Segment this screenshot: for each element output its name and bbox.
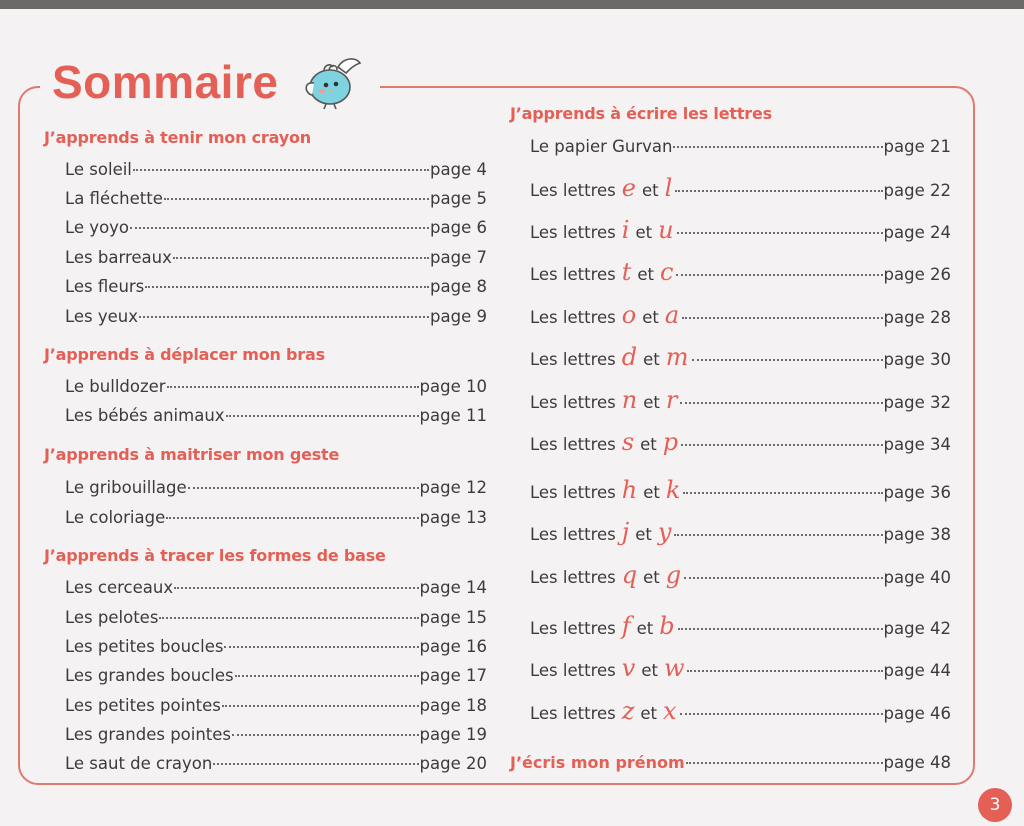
toc-entry-final[interactable] xyxy=(510,750,951,772)
entry-page: page 12 xyxy=(419,477,487,497)
section-heading: J’apprends à maitriser mon geste xyxy=(44,445,340,464)
page-number-badge: 3 xyxy=(978,788,1012,822)
entry-page: page 26 xyxy=(883,265,951,284)
entry-page: page 28 xyxy=(883,308,951,327)
entry-label xyxy=(530,303,681,327)
cursive-letter: c xyxy=(660,258,674,286)
toc-entry[interactable] xyxy=(65,574,487,597)
dot-leader xyxy=(684,561,882,580)
dot-leader xyxy=(173,240,429,259)
cursive-letter: g xyxy=(665,561,682,589)
toc-entry[interactable] xyxy=(65,474,487,497)
entry-page: page 40 xyxy=(883,568,951,587)
entry-label xyxy=(530,176,674,200)
entry-label: Les pelotes xyxy=(65,607,159,627)
entry-label: Les petites boucles xyxy=(65,636,224,656)
toc-entry[interactable] xyxy=(65,156,487,179)
dot-leader xyxy=(232,717,419,736)
section-heading: J’apprends à écrire les lettres xyxy=(510,104,772,123)
dot-leader xyxy=(159,600,418,619)
top-edge xyxy=(0,0,1024,9)
toc-entry-letters[interactable] xyxy=(530,176,951,200)
cursive-letter: n xyxy=(621,386,638,414)
dot-leader xyxy=(130,210,429,229)
toc-entry[interactable] xyxy=(65,721,487,744)
dot-leader xyxy=(683,476,882,495)
toc-entry[interactable] xyxy=(65,402,487,425)
entry-page: page 44 xyxy=(883,661,951,680)
toc-entry-letters[interactable] xyxy=(530,388,951,412)
letters-prefix: Les lettres xyxy=(530,350,616,369)
letters-conjunction: et xyxy=(642,308,659,327)
letters-conjunction: et xyxy=(637,265,655,284)
dot-leader xyxy=(226,398,419,417)
dot-leader xyxy=(678,612,883,631)
letters-conjunction: et xyxy=(643,393,660,412)
entry-label: Les grandes pointes xyxy=(65,724,232,744)
dot-leader xyxy=(139,299,429,318)
dot-leader xyxy=(681,428,882,447)
toc-entry[interactable] xyxy=(65,273,487,296)
letters-prefix: Les lettres xyxy=(530,619,616,638)
entry-label xyxy=(530,699,679,723)
cursive-letter: j xyxy=(621,518,630,546)
bird-mascot-icon xyxy=(300,53,364,111)
page-title: Sommaire xyxy=(52,56,279,108)
entry-label xyxy=(530,520,673,544)
cursive-letter: u xyxy=(658,216,674,244)
letters-prefix: Les lettres xyxy=(530,704,616,723)
entry-label xyxy=(530,563,683,587)
cursive-letter: o xyxy=(621,301,637,329)
entry-label xyxy=(530,614,677,638)
toc-entry-letters[interactable] xyxy=(530,699,951,723)
toc-entry[interactable] xyxy=(65,373,487,396)
entry-page: page 10 xyxy=(419,376,487,396)
entry-label xyxy=(530,430,680,454)
letters-conjunction: et xyxy=(635,525,652,544)
letters-conjunction: et xyxy=(643,483,660,502)
letters-prefix: Les lettres xyxy=(530,265,616,284)
entry-page: page 21 xyxy=(883,136,951,156)
toc-entry[interactable] xyxy=(65,185,487,208)
dot-leader xyxy=(213,746,418,765)
entry-label: Le coloriage xyxy=(65,507,166,527)
cursive-letter: f xyxy=(621,612,631,640)
letters-prefix: Les lettres xyxy=(530,308,616,327)
entry-label: La fléchette xyxy=(65,188,163,208)
entry-label: Les fleurs xyxy=(65,276,145,296)
entry-page: page 48 xyxy=(883,753,951,772)
toc-entry[interactable] xyxy=(65,692,487,715)
letters-conjunction: et xyxy=(636,619,654,638)
letters-prefix: Les lettres xyxy=(530,435,616,454)
toc-entry-letters[interactable] xyxy=(530,430,951,454)
entry-label: Les bébés animaux xyxy=(65,405,225,425)
entry-label: Le soleil xyxy=(65,159,132,179)
cursive-letter: p xyxy=(662,428,679,456)
dot-leader xyxy=(687,654,882,673)
letters-prefix: Les lettres xyxy=(530,568,616,587)
toc-entry[interactable] xyxy=(65,504,487,527)
entry-page: page 19 xyxy=(419,724,487,744)
cursive-letter: h xyxy=(621,476,638,504)
letters-conjunction: et xyxy=(635,223,653,242)
entry-label: Les yeux xyxy=(65,306,139,326)
letters-prefix: Les lettres xyxy=(530,223,616,242)
cursive-letter: z xyxy=(621,697,635,725)
entry-page: page 30 xyxy=(883,350,951,369)
section-heading: J’apprends à tenir mon crayon xyxy=(44,128,311,147)
toc-entry-letters[interactable] xyxy=(530,218,951,242)
dot-leader xyxy=(673,129,882,148)
dot-leader xyxy=(692,343,883,362)
cursive-letter: w xyxy=(663,654,685,682)
toc-entry-letters[interactable] xyxy=(530,520,951,544)
toc-entry[interactable] xyxy=(65,604,487,627)
dot-leader xyxy=(235,658,419,677)
cursive-letter: e xyxy=(621,174,636,202)
cursive-letter: a xyxy=(664,301,680,329)
dot-leader xyxy=(167,369,419,388)
cursive-letter: b xyxy=(659,612,675,640)
entry-page: page 42 xyxy=(883,619,951,638)
dot-leader xyxy=(164,181,429,200)
dot-leader xyxy=(680,697,883,716)
entry-page: page 15 xyxy=(419,607,487,627)
toc-entry-letters[interactable] xyxy=(530,303,951,327)
cursive-letter: q xyxy=(621,561,638,589)
letters-conjunction: et xyxy=(640,435,657,454)
entry-label: Le papier Gurvan xyxy=(530,136,673,156)
dot-leader xyxy=(222,688,419,707)
entry-label: Les grandes boucles xyxy=(65,665,234,685)
cursive-letter: k xyxy=(665,476,681,504)
entry-page: page 18 xyxy=(419,695,487,715)
toc-entry-letters[interactable] xyxy=(530,656,951,680)
cursive-letter: v xyxy=(621,654,636,682)
dot-leader xyxy=(677,216,883,235)
entry-label xyxy=(530,260,675,284)
entry-label: Les cerceaux xyxy=(65,577,174,597)
cursive-letter: x xyxy=(663,697,677,725)
letters-prefix: Les lettres xyxy=(530,483,616,502)
cursive-letter: l xyxy=(664,174,673,202)
dot-leader xyxy=(188,470,419,489)
entry-label: Le saut de crayon xyxy=(65,753,213,773)
cursive-letter: t xyxy=(621,258,632,286)
letters-prefix: Les lettres xyxy=(530,525,616,544)
section-heading: J’apprends à déplacer mon bras xyxy=(44,345,325,364)
cursive-letter: y xyxy=(657,518,672,546)
entry-page: page 38 xyxy=(883,525,951,544)
entry-page: page 20 xyxy=(419,753,487,773)
entry-page: page 13 xyxy=(419,507,487,527)
entry-page: page 16 xyxy=(419,636,487,656)
letters-conjunction: et xyxy=(643,568,660,587)
toc-entry[interactable] xyxy=(65,633,487,656)
entry-page: page 46 xyxy=(883,704,951,723)
entry-page: page 11 xyxy=(419,405,487,425)
cursive-letter: r xyxy=(665,386,678,414)
entry-label: Le yoyo xyxy=(65,217,130,237)
dot-leader xyxy=(674,518,882,537)
dot-leader xyxy=(133,152,429,171)
toc-entry-letters[interactable] xyxy=(530,478,951,502)
dot-leader xyxy=(166,500,418,519)
cursive-letter: m xyxy=(665,343,689,371)
toc-entry[interactable] xyxy=(65,214,487,237)
entry-label: Les barreaux xyxy=(65,247,172,267)
dot-leader xyxy=(675,174,882,193)
toc-entry-letters[interactable] xyxy=(530,260,951,284)
cursive-letter: i xyxy=(621,216,630,244)
toc-entry-letters[interactable] xyxy=(530,563,951,587)
toc-entry-letters[interactable] xyxy=(530,614,951,638)
title-area xyxy=(40,52,380,112)
entry-page: page 32 xyxy=(883,393,951,412)
entry-label xyxy=(530,656,686,680)
entry-page: page 4 xyxy=(430,159,487,179)
dot-leader xyxy=(680,386,882,405)
entry-label xyxy=(530,478,682,502)
letters-prefix: Les lettres xyxy=(530,393,616,412)
section-heading: J’écris mon prénom xyxy=(510,753,685,772)
dot-leader xyxy=(682,301,882,320)
entry-page: page 14 xyxy=(419,577,487,597)
entry-page: page 22 xyxy=(883,181,951,200)
cursive-letter: d xyxy=(621,343,638,371)
toc-entry[interactable] xyxy=(65,244,487,267)
toc-entry[interactable] xyxy=(65,303,487,326)
letters-prefix: Les lettres xyxy=(530,661,616,680)
entry-page: page 34 xyxy=(883,435,951,454)
dot-leader xyxy=(174,570,418,589)
entry-label: Les petites pointes xyxy=(65,695,221,715)
entry-page: page 24 xyxy=(883,223,951,242)
toc-entry[interactable] xyxy=(530,133,951,156)
entry-page: page 6 xyxy=(430,217,487,237)
entry-label xyxy=(530,218,676,242)
entry-label xyxy=(530,345,691,369)
entry-page: page 7 xyxy=(430,247,487,267)
toc-entry[interactable] xyxy=(65,662,487,685)
entry-label: Le gribouillage xyxy=(65,477,187,497)
section-heading: J’apprends à tracer les formes de base xyxy=(44,546,386,565)
dot-leader xyxy=(686,746,883,764)
toc-entry-letters[interactable] xyxy=(530,345,951,369)
dot-leader xyxy=(224,629,418,648)
entry-page: page 8 xyxy=(430,276,487,296)
letters-conjunction: et xyxy=(640,704,658,723)
entry-page: page 5 xyxy=(430,188,487,208)
entry-label xyxy=(530,388,679,412)
letters-conjunction: et xyxy=(643,350,660,369)
letters-conjunction: et xyxy=(641,661,658,680)
entry-page: page 36 xyxy=(883,483,951,502)
letters-prefix: Les lettres xyxy=(530,181,616,200)
entry-page: page 17 xyxy=(419,665,487,685)
entry-page: page 9 xyxy=(430,306,487,326)
letters-conjunction: et xyxy=(641,181,659,200)
toc-entry[interactable] xyxy=(65,750,487,773)
dot-leader xyxy=(145,269,429,288)
cursive-letter: s xyxy=(621,428,635,456)
dot-leader xyxy=(676,258,882,277)
entry-label: Le bulldozer xyxy=(65,376,166,396)
